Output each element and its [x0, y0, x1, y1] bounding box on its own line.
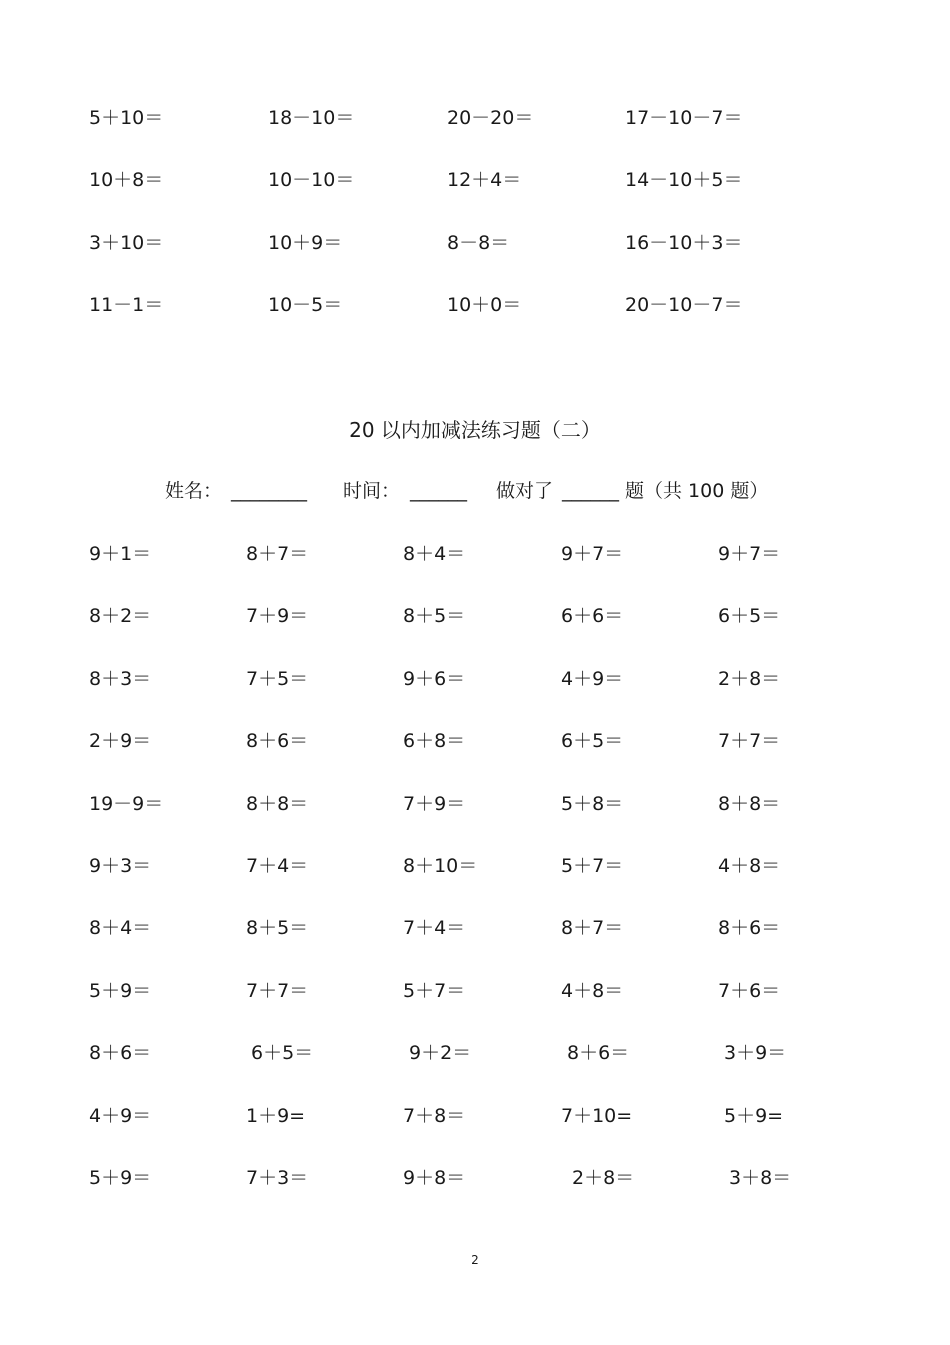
section2-problem: 8＋6＝	[567, 1042, 630, 1064]
section2-problem: 8＋6＝	[246, 730, 309, 752]
time-blank: ______	[410, 480, 467, 502]
name-label: 姓名：	[165, 480, 223, 502]
worksheet-title: 20 以内加减法练习题（二）	[349, 418, 601, 442]
section2-problem: 7＋8＝	[403, 1105, 466, 1127]
section2-problem: 2＋9＝	[89, 730, 152, 752]
section2-problem: 9＋2＝	[409, 1042, 472, 1064]
section2-problem: 8＋2＝	[89, 605, 152, 627]
section2-problem: 9＋8＝	[403, 1167, 466, 1189]
section2-problem: 4＋8＝	[718, 855, 781, 877]
section2-problem: 5＋7＝	[561, 855, 624, 877]
section2-problem: 8＋4＝	[403, 543, 466, 565]
section2-problem: 8＋6＝	[718, 917, 781, 939]
section2-problem: 19－9＝	[89, 793, 164, 815]
section2-problem: 8＋5＝	[403, 605, 466, 627]
time-label: 时间：	[343, 480, 401, 502]
section1-problem: 10＋0＝	[447, 294, 522, 316]
section2-problem: 7＋4＝	[246, 855, 309, 877]
section2-problem: 8＋3＝	[89, 668, 152, 690]
section2-problem: 9＋3＝	[89, 855, 152, 877]
section2-problem: 7＋10=	[561, 1105, 633, 1127]
section2-problem: 8＋4＝	[89, 917, 152, 939]
section1-problem: 10－10＝	[268, 169, 355, 191]
section1-problem: 20－20＝	[447, 107, 534, 129]
section2-problem: 5＋9＝	[89, 1167, 152, 1189]
section1-problem: 20－10－7＝	[625, 294, 743, 316]
section2-problem: 9＋6＝	[403, 668, 466, 690]
section2-problem: 3＋9＝	[724, 1042, 787, 1064]
section2-problem: 8＋5＝	[246, 917, 309, 939]
section1-problem: 5＋10＝	[89, 107, 164, 129]
section1-problem: 10＋9＝	[268, 232, 343, 254]
section2-problem: 8＋8＝	[246, 793, 309, 815]
section2-problem: 8＋7＝	[561, 917, 624, 939]
name-blank: ________	[231, 480, 307, 502]
section2-problem: 8＋6＝	[89, 1042, 152, 1064]
section2-problem: 7＋4＝	[403, 917, 466, 939]
correct-label: 做对了	[496, 480, 554, 502]
section2-problem: 5＋9＝	[89, 980, 152, 1002]
section1-problem: 17－10－7＝	[625, 107, 743, 129]
section1-problem: 18－10＝	[268, 107, 355, 129]
section2-problem: 6＋5＝	[251, 1042, 314, 1064]
section1-problem: 10＋8＝	[89, 169, 164, 191]
section2-problem: 5＋9=	[724, 1105, 784, 1127]
section2-problem: 8＋8＝	[718, 793, 781, 815]
section1-problem: 16－10＋3＝	[625, 232, 743, 254]
section2-problem: 7＋9＝	[246, 605, 309, 627]
section2-problem: 7＋6＝	[718, 980, 781, 1002]
section2-problem: 4＋9＝	[561, 668, 624, 690]
section2-problem: 8＋10＝	[403, 855, 478, 877]
section2-problem: 4＋9＝	[89, 1105, 152, 1127]
section2-problem: 9＋1＝	[89, 543, 152, 565]
section2-problem: 2＋8＝	[572, 1167, 635, 1189]
section2-problem: 6＋6＝	[561, 605, 624, 627]
section2-problem: 9＋7＝	[718, 543, 781, 565]
section2-problem: 7＋5＝	[246, 668, 309, 690]
section2-problem: 7＋7＝	[718, 730, 781, 752]
section1-problem: 8－8＝	[447, 232, 510, 254]
section1-problem: 14－10＋5＝	[625, 169, 743, 191]
section2-problem: 9＋7＝	[561, 543, 624, 565]
section2-problem: 7＋7＝	[246, 980, 309, 1002]
total-count: 题（共 100 题）	[625, 480, 769, 502]
section2-problem: 7＋3＝	[246, 1167, 309, 1189]
section1-problem: 12＋4＝	[447, 169, 522, 191]
section2-problem: 5＋7＝	[403, 980, 466, 1002]
section2-problem: 1＋9=	[246, 1105, 306, 1127]
section2-problem: 7＋9＝	[403, 793, 466, 815]
section2-problem: 6＋5＝	[718, 605, 781, 627]
section2-problem: 6＋5＝	[561, 730, 624, 752]
section2-problem: 8＋7＝	[246, 543, 309, 565]
page-number: 2	[471, 1253, 479, 1267]
section1-problem: 3＋10＝	[89, 232, 164, 254]
section2-problem: 4＋8＝	[561, 980, 624, 1002]
section2-problem: 3＋8＝	[729, 1167, 792, 1189]
section2-problem: 5＋8＝	[561, 793, 624, 815]
section1-problem: 10－5＝	[268, 294, 343, 316]
section1-problem: 11－1＝	[89, 294, 164, 316]
section2-problem: 6＋8＝	[403, 730, 466, 752]
correct-blank: ______	[562, 480, 619, 502]
section2-problem: 2＋8＝	[718, 668, 781, 690]
